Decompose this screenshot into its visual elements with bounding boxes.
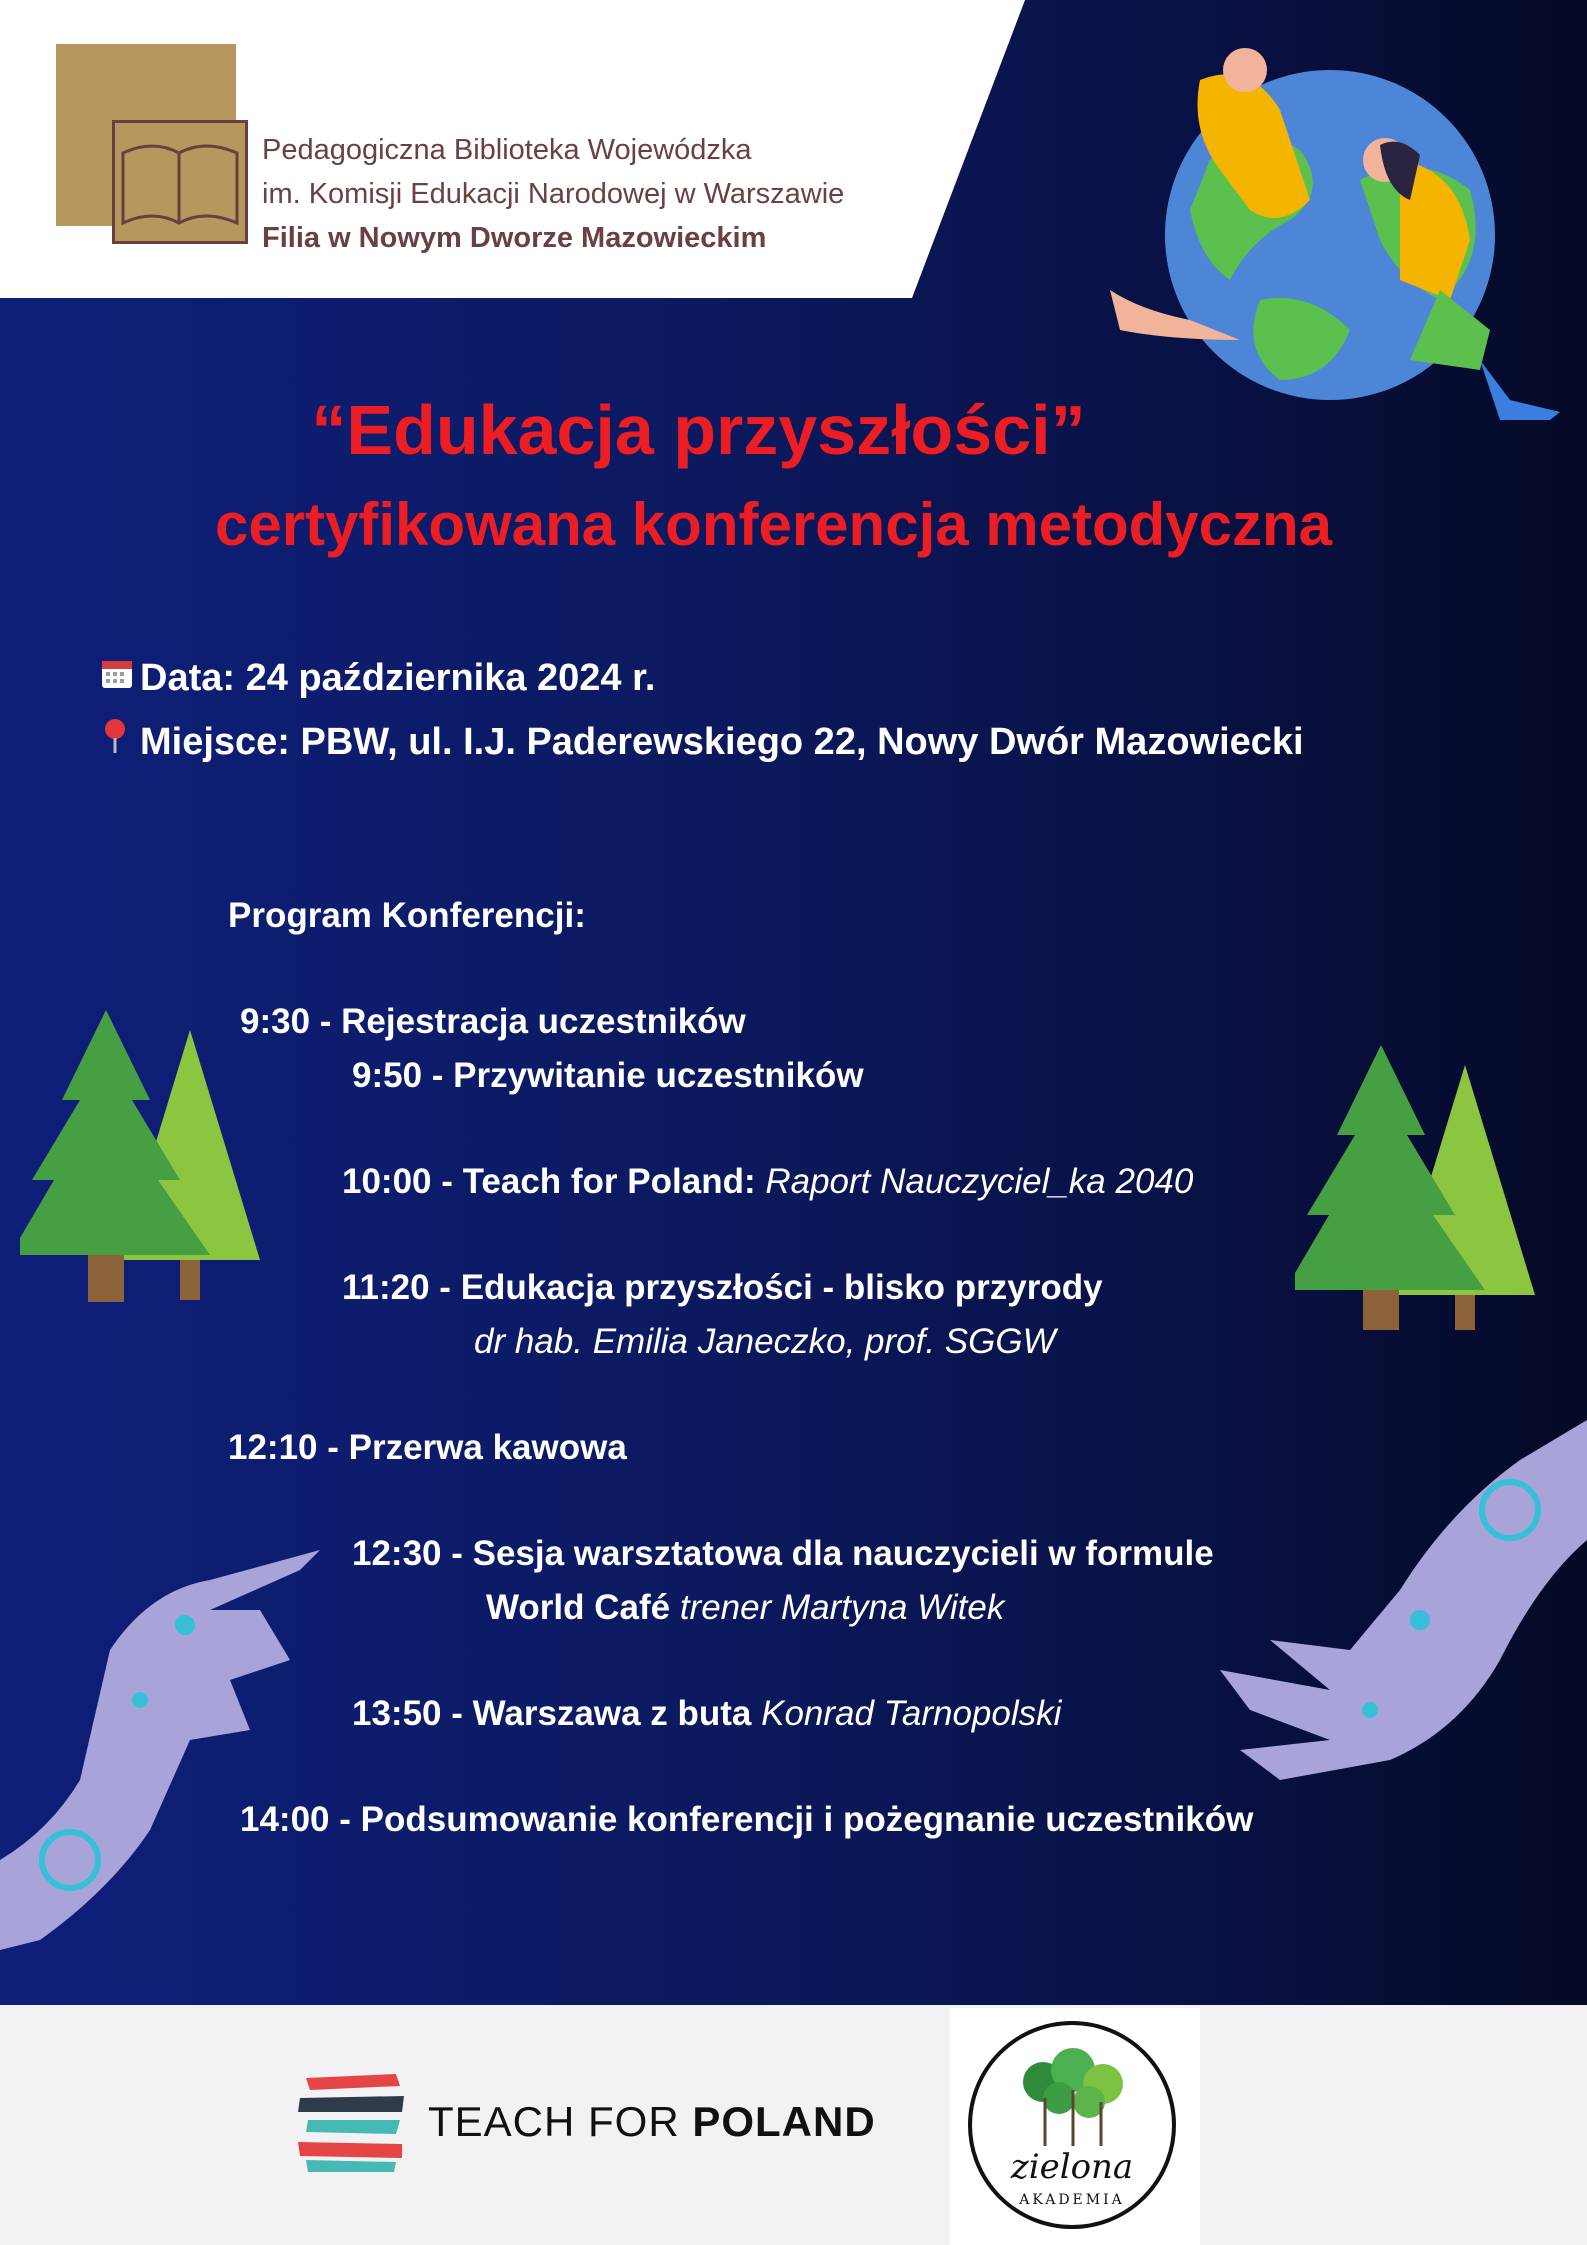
- program-item-7-title: 13:50 - Warszawa z buta: [352, 1694, 752, 1733]
- program-item-4-speaker: dr hab. Emilia Janeczko, prof. SGGW: [474, 1322, 1056, 1361]
- program-item-6-format: World Café: [486, 1588, 671, 1627]
- program-item-4-detail: [474, 1322, 1056, 1362]
- date-line: [100, 656, 655, 700]
- program-item-6-detail: [486, 1588, 1004, 1628]
- date-text: Data: 24 października 2024 r.: [140, 657, 656, 699]
- program-item-3-title: 10:00 - Teach for Poland:: [342, 1162, 756, 1201]
- book-icon: [115, 123, 245, 241]
- program-item-5: 12:10 - Przerwa kawowa: [228, 1428, 627, 1467]
- program-item-4: 11:20 - Edukacja przyszłości - blisko przyrody: [342, 1268, 1103, 1307]
- program-item-3-detail: Raport Nauczyciel_ka 2040: [765, 1162, 1194, 1201]
- library-logo-frame: [112, 120, 248, 244]
- program-item-6: 12:30 - Sesja warsztatowa dla nauczycieli w formule: [352, 1534, 1214, 1573]
- zielona-akademia-logo: [965, 2018, 1180, 2233]
- teach-for-poland-logo-icon: [296, 2072, 408, 2174]
- library-name: [262, 128, 844, 260]
- tfp-part2: POLAND: [692, 2098, 876, 2145]
- place-line: [100, 718, 1304, 764]
- library-branch: Filia w Nowym Dworze Mazowieckim: [262, 222, 767, 254]
- program-item-8: 14:00 - Podsumowanie konferencji i pożegnanie uczestników: [240, 1800, 1254, 1839]
- program-item-3: [342, 1162, 1193, 1202]
- place-text: Miejsce: PBW, ul. I.J. Paderewskiego 22, Nowy Dwór Mazowiecki: [140, 721, 1304, 763]
- globe-illustration: [1080, 40, 1570, 430]
- pin-icon: [100, 718, 140, 764]
- conference-subtitle: certyfikowana konferencja metodyczna: [214, 491, 1333, 558]
- tfp-part1: TEACH FOR: [428, 2098, 693, 2145]
- teach-for-poland-text: [428, 2098, 876, 2146]
- program-item-6-trainer: trener Martyna Witek: [679, 1588, 1005, 1627]
- program-item-2: 9:50 - Przywitanie uczestników: [352, 1056, 864, 1095]
- program-item-7-speaker: Konrad Tarnopolski: [761, 1694, 1062, 1733]
- conference-title: “Edukacja przyszłości”: [311, 391, 1086, 469]
- robot-hand-right-illustration: [1220, 1420, 1587, 1840]
- library-line-1: Pedagogiczna Biblioteka Wojewódzka: [262, 134, 752, 166]
- robot-hand-left-illustration: [0, 1530, 330, 1950]
- program-heading: Program Konferencji:: [228, 896, 586, 935]
- trees-right-illustration: [1295, 1045, 1545, 1335]
- program-item-1: 9:30 - Rejestracja uczestników: [240, 1002, 746, 1041]
- trees-left-illustration: [20, 1010, 270, 1305]
- zielona-name: zielona: [1010, 2147, 1134, 2187]
- program-item-7: [352, 1694, 1061, 1734]
- calendar-icon: [100, 656, 140, 700]
- zielona-sub: AKADEMIA: [1019, 2192, 1125, 2208]
- library-line-2: im. Komisji Edukacji Narodowej w Warszawie: [262, 178, 845, 210]
